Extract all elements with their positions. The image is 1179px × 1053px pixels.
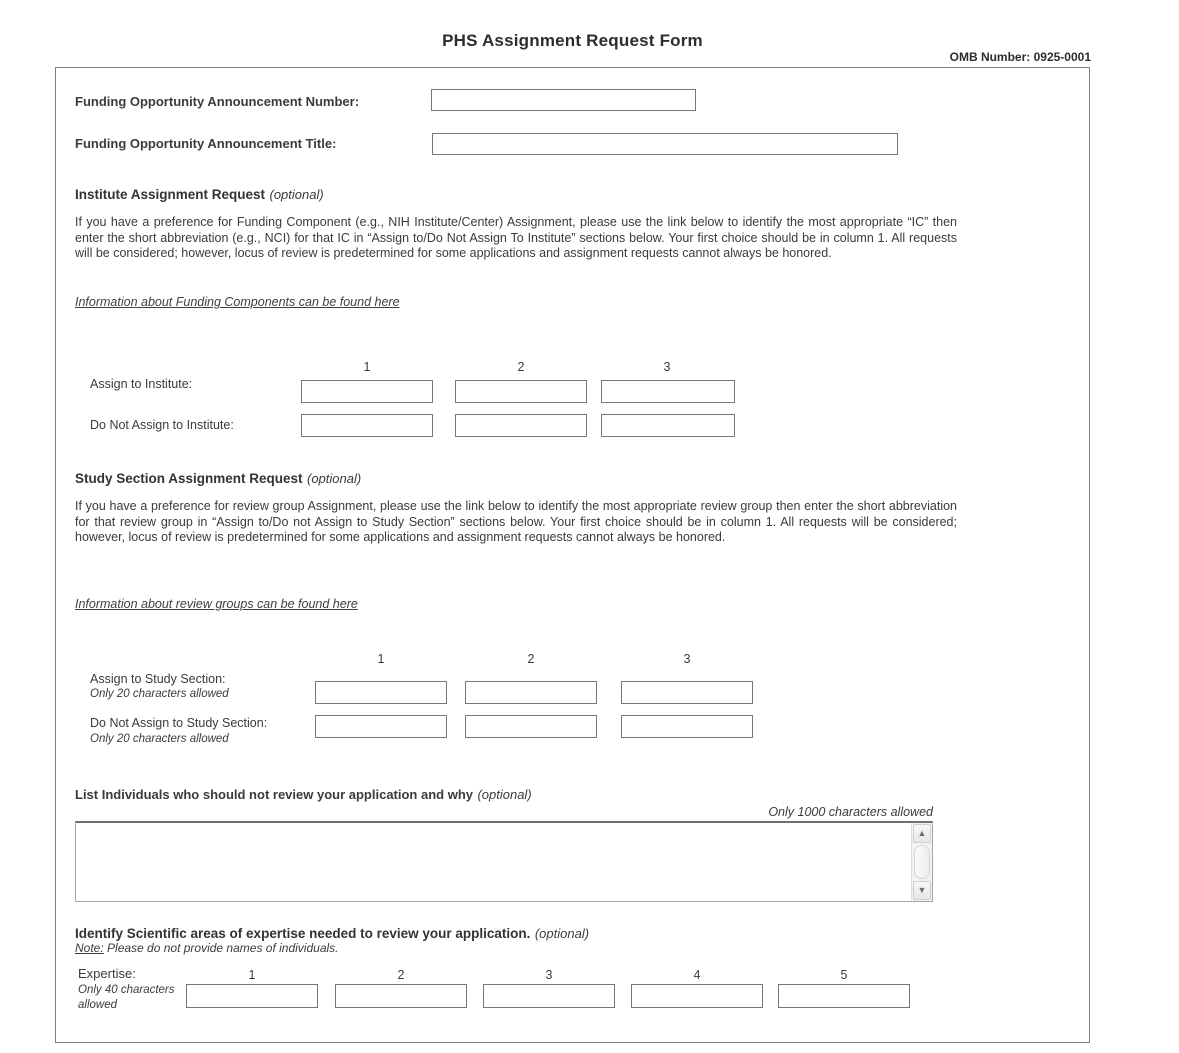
do-not-assign-institute-label: Do Not Assign to Institute: (90, 418, 234, 432)
assign-study-section-label: Assign to Study Section: (90, 672, 226, 686)
do-not-assign-study-section-input-2[interactable] (465, 715, 597, 738)
assign-institute-label: Assign to Institute: (90, 377, 193, 391)
textarea-scrollbar[interactable] (911, 823, 932, 901)
study-instructions: If you have a preference for review group Assignment, please use the link below to identify the most appropriate review group then enter the short abbreviation for that review group in “Assign to/Do not Assign to Study Section” sections below. Your first choice should be in column 1. All requests will be considered; however, locus of review is predetermined for some applications and assignment requests cannot always be honored. (75, 499, 957, 544)
foa-number-input[interactable] (431, 89, 696, 111)
do-not-assign-study-section-input-3[interactable] (621, 715, 753, 738)
study-column-header-1: 1 (377, 652, 385, 666)
expertise-column-header-5: 5 (840, 968, 848, 982)
assign-study-section-char-note: Only 20 characters allowed (90, 688, 229, 700)
study-section-heading (75, 470, 361, 488)
individuals-textarea[interactable] (76, 823, 912, 901)
expertise-heading-text: Identify Scientific areas of expertise needed to review your application. (75, 926, 531, 941)
assign-study-section-input-2[interactable] (465, 681, 597, 704)
expertise-note-text: Please do not provide names of individuals. (103, 941, 339, 955)
institute-instructions: If you have a preference for Funding Component (e.g., NIH Institute/Center) Assignment, please use the link below to identify the most appropriate “IC” then enter the short abbreviation (e.g., NCI) for that IC in “Assign to/Do Not Assign To Institute” sections below. Your first choice should be in column 1. All requests will be considered; however, locus of review is predetermined for some applications and assignment requests cannot always be honored. (75, 215, 957, 260)
funding-components-link[interactable]: Information about Funding Components can be found here (75, 295, 400, 309)
individuals-textarea-container (75, 821, 933, 902)
expertise-input-2[interactable] (335, 984, 467, 1008)
do-not-assign-study-section-input-1[interactable] (315, 715, 447, 738)
expertise-note (75, 941, 339, 955)
foa-number-label: Funding Opportunity Announcement Number: (75, 94, 360, 109)
expertise-char-note: Only 40 characters allowed (78, 984, 175, 1011)
study-column-header-2: 2 (527, 652, 535, 666)
institute-column-header-2: 2 (517, 360, 525, 374)
review-groups-link[interactable]: Information about review groups can be found here (75, 597, 358, 611)
institute-optional-text: (optional) (269, 187, 324, 202)
expertise-column-header-4: 4 (693, 968, 701, 982)
expertise-column-header-1: 1 (248, 968, 256, 982)
expertise-column-header-2: 2 (397, 968, 405, 982)
foa-title-label: Funding Opportunity Announcement Title: (75, 136, 337, 151)
do-not-assign-institute-input-2[interactable] (455, 414, 587, 437)
scrollbar-thumb[interactable] (914, 845, 930, 879)
assign-institute-input-2[interactable] (455, 380, 587, 403)
institute-heading-text: Institute Assignment Request (75, 187, 266, 202)
do-not-assign-study-section-char-note: Only 20 characters allowed (90, 733, 229, 745)
expertise-column-header-3: 3 (545, 968, 553, 982)
assign-institute-input-1[interactable] (301, 380, 433, 403)
scroll-up-button[interactable] (913, 824, 931, 843)
do-not-assign-institute-input-1[interactable] (301, 414, 433, 437)
foa-title-input[interactable] (432, 133, 898, 155)
scroll-down-button[interactable] (913, 881, 931, 900)
study-column-header-3: 3 (683, 652, 691, 666)
do-not-assign-institute-input-3[interactable] (601, 414, 735, 437)
institute-column-header-1: 1 (363, 360, 371, 374)
assign-study-section-input-3[interactable] (621, 681, 753, 704)
do-not-assign-study-section-label: Do Not Assign to Study Section: (90, 716, 268, 730)
assign-institute-input-3[interactable] (601, 380, 735, 403)
individuals-heading-text: List Individuals who should not review your application and why (75, 787, 473, 802)
scroll-up-icon: ▲ (917, 828, 927, 838)
institute-column-header-3: 3 (663, 360, 671, 374)
expertise-input-4[interactable] (631, 984, 763, 1008)
assign-study-section-input-1[interactable] (315, 681, 447, 704)
expertise-note-label: Note: (75, 941, 104, 955)
institute-section-heading (75, 186, 324, 204)
page-title: PHS Assignment Request Form (442, 31, 703, 50)
individuals-char-note: Only 1000 characters allowed (768, 805, 933, 819)
individuals-optional-text: (optional) (477, 787, 532, 802)
individuals-section-heading (75, 786, 532, 804)
expertise-input-3[interactable] (483, 984, 615, 1008)
expertise-optional-text: (optional) (534, 926, 590, 941)
expertise-input-1[interactable] (186, 984, 318, 1008)
expertise-input-5[interactable] (778, 984, 910, 1008)
expertise-label: Expertise: (78, 966, 136, 981)
scroll-down-icon: ▼ (917, 885, 927, 895)
study-heading-text: Study Section Assignment Request (75, 471, 303, 486)
study-optional-text: (optional) (307, 471, 362, 486)
omb-number: OMB Number: 0925-0001 (949, 50, 1091, 64)
